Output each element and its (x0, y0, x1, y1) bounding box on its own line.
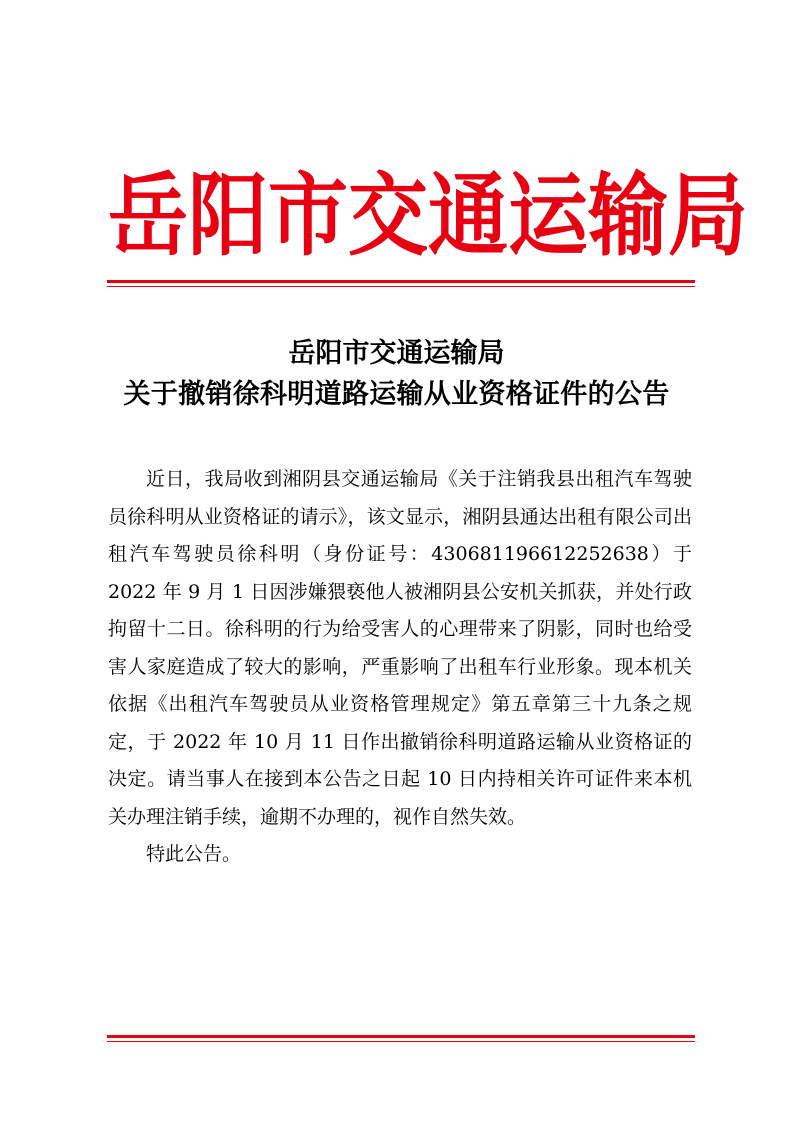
masthead-char: 局 (668, 161, 748, 268)
masthead-red-rule-thin (107, 286, 695, 287)
notice-title-line1: 岳阳市交通运输局 (288, 338, 505, 369)
masthead-char: 岳 (108, 161, 188, 268)
masthead-char: 交 (348, 161, 428, 268)
notice-closing: 特此公告。 (146, 843, 242, 865)
notice-paragraph: 近日，我局收到湘阴县交通运输局《关于注销我县出租汽车驾驶员徐科明从业资格证的请示》，该文显示，湘阴县通达出租有限公司出租汽车驾驶员徐科明（身份证号：430681196612252638）于 2022 年 9 月 1 日因涉嫌猥亵他人被湘阴县公安机关抓获，并处行政拘留十二日。徐科明的行为给受害人的心理带来了阴影，同时也给受害人家庭造成了较大的影响，严重影响了出租车行业形象。现本机关依据《出租汽车驾驶员从业资格管理规定》第五章第三十九条之规定，于 2022 年 10 月 11 日作出撤销徐科明道路运输从业资格证的决定。请当事人在接到本公告之日起 10 日内持相关许可证件来本机关办理注销手续，逾期不办理的，视作自然失效。 (108, 468, 692, 828)
masthead-char: 输 (588, 161, 668, 268)
masthead-char: 阳 (188, 161, 268, 268)
masthead-title (108, 161, 748, 268)
footer-red-rule (107, 1035, 695, 1038)
notice-body (108, 461, 692, 874)
footer-red-rule-thin (107, 1041, 695, 1042)
masthead-char: 运 (508, 161, 588, 268)
masthead-char: 通 (428, 161, 508, 268)
masthead-red-rule (107, 280, 695, 283)
notice-title-line2: 关于撤销徐科明道路运输从业资格证件的公告 (123, 379, 670, 410)
masthead-char: 市 (268, 161, 348, 268)
